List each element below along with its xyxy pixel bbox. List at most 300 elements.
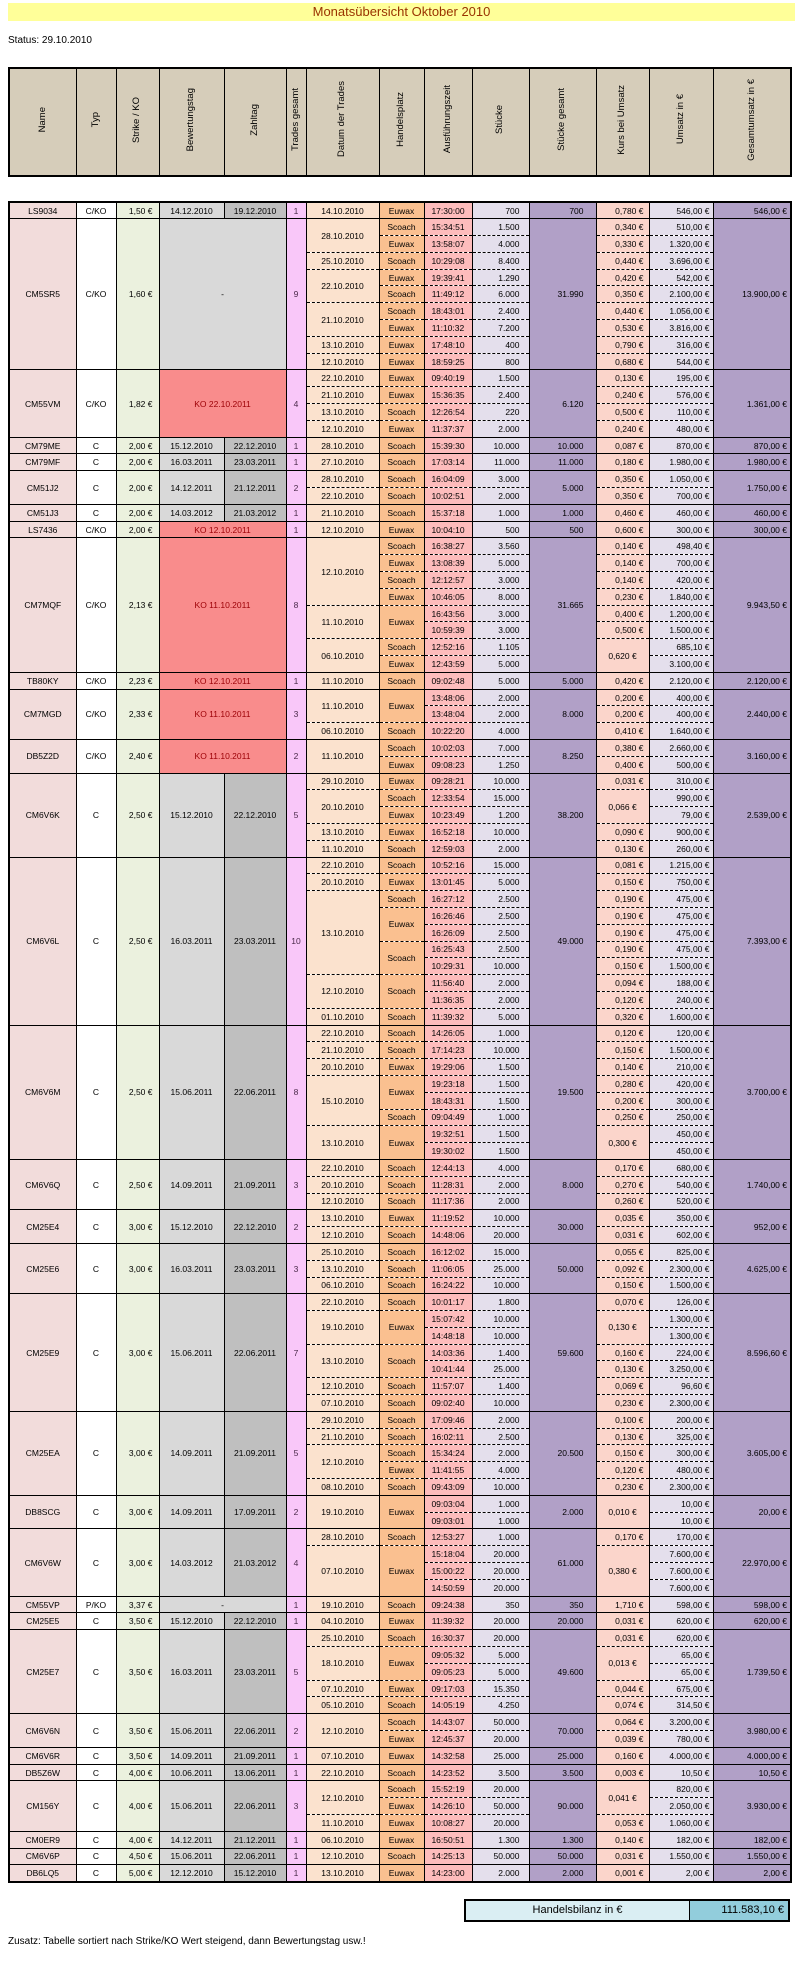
cell-zahltag: 15.12.2010 <box>224 1865 286 1882</box>
cell-gesamtumsatz: 1.739,50 € <box>713 1630 791 1714</box>
cell-stuecke: 1.400 <box>472 1344 529 1361</box>
cell-strike: 3,50 € <box>116 1613 159 1630</box>
cell-umsatz: 65,00 € <box>649 1647 713 1664</box>
cell-umsatz: 250,00 € <box>649 1109 713 1126</box>
cell-zeit: 15:07:42 <box>424 1311 472 1328</box>
cell-kurs: 0,140 € <box>596 1831 649 1848</box>
cell-gesamtumsatz: 870,00 € <box>713 437 791 454</box>
cell-stuecke: 10.000 <box>472 1395 529 1412</box>
cell-strike: 3,00 € <box>116 1411 159 1495</box>
cell-trades-gesamt: 1 <box>286 1848 306 1865</box>
trade-row <box>9 1159 791 1176</box>
cell-stuecke: 3.560 <box>472 538 529 555</box>
cell-stuecke: 2.000 <box>472 975 529 992</box>
cell-umsatz: 475,00 € <box>649 891 713 908</box>
column-header-row <box>9 68 791 176</box>
cell-zeit: 16:38:27 <box>424 538 472 555</box>
trade-row <box>9 1848 791 1865</box>
cell-kurs: 0,031 € <box>596 773 649 790</box>
cell-typ: C/KO <box>76 538 116 672</box>
cell-zeit: 16:30:37 <box>424 1630 472 1647</box>
cell-umsatz: 350,00 € <box>649 1210 713 1227</box>
cell-stuecke-gesamt: 19.500 <box>529 1025 596 1159</box>
trade-row <box>9 521 791 538</box>
cell-typ: C/KO <box>76 219 116 370</box>
trade-row <box>9 740 791 757</box>
cell-stuecke: 350 <box>472 1596 529 1613</box>
cell-zeit: 14:48:06 <box>424 1227 472 1244</box>
cell-name: CM79MF <box>9 454 76 471</box>
cell-name: DB5Z6W <box>9 1764 76 1781</box>
cell-stuecke: 6.000 <box>472 286 529 303</box>
cell-name: CM7MQF <box>9 538 76 672</box>
cell-kurs: 0,003 € <box>596 1764 649 1781</box>
cell-umsatz: 544,00 € <box>649 353 713 370</box>
cell-datum: 28.10.2010 <box>306 219 379 253</box>
cell-umsatz: 450,00 € <box>649 1126 713 1143</box>
col-header-label: Stücke <box>494 104 506 135</box>
cell-kurs: 0,270 € <box>596 1176 649 1193</box>
cell-typ: C <box>76 1831 116 1848</box>
cell-kurs: 0,031 € <box>596 1227 649 1244</box>
cell-handelsplatz: Euwax <box>379 1865 424 1882</box>
cell-stuecke: 8.400 <box>472 252 529 269</box>
cell-stuecke: 3.500 <box>472 1764 529 1781</box>
cell-bewertungstag: 15.06.2011 <box>159 1848 224 1865</box>
cell-stuecke: 10.000 <box>472 1311 529 1328</box>
cell-gesamtumsatz: 2.440,00 € <box>713 689 791 739</box>
cell-datum: 22.10.2010 <box>306 1159 379 1176</box>
cell-zeit: 16:43:56 <box>424 605 472 622</box>
cell-kurs: 0,013 € <box>596 1647 649 1681</box>
cell-datum: 14.10.2010 <box>306 202 379 219</box>
cell-handelsplatz: Scoach <box>379 1042 424 1059</box>
cell-stuecke: 7.200 <box>472 320 529 337</box>
cell-zahltag: 21.12.2011 <box>224 1831 286 1848</box>
cell-zeit: 16:52:18 <box>424 823 472 840</box>
cell-zeit: 12:44:13 <box>424 1159 472 1176</box>
cell-umsatz: 110,00 € <box>649 404 713 421</box>
cell-gesamtumsatz: 22.970,00 € <box>713 1529 791 1596</box>
cell-stuecke: 15.350 <box>472 1680 529 1697</box>
cell-kurs: 0,160 € <box>596 1747 649 1764</box>
cell-gesamtumsatz: 1.361,00 € <box>713 370 791 437</box>
cell-gesamtumsatz: 2.539,00 € <box>713 773 791 857</box>
cell-name: CM6V6P <box>9 1848 76 1865</box>
cell-stuecke: 20.000 <box>472 1563 529 1580</box>
cell-name: CM5SR5 <box>9 219 76 370</box>
cell-trades-gesamt: 1 <box>286 1747 306 1764</box>
cell-umsatz: 460,00 € <box>649 504 713 521</box>
cell-gesamtumsatz: 3.605,00 € <box>713 1411 791 1495</box>
cell-stuecke: 25.000 <box>472 1747 529 1764</box>
cell-stuecke: 1.290 <box>472 269 529 286</box>
cell-bewertungstag: 14.12.2010 <box>159 202 224 219</box>
cell-zeit: 14:03:36 <box>424 1344 472 1361</box>
cell-kurs: 0,680 € <box>596 353 649 370</box>
cell-typ: C <box>76 1714 116 1748</box>
cell-trades-gesamt: 1 <box>286 521 306 538</box>
cell-ko-date: KO 22.10.2011 <box>159 370 286 437</box>
cell-gesamtumsatz: 460,00 € <box>713 504 791 521</box>
cell-stuecke-gesamt: 49.600 <box>529 1630 596 1714</box>
col-header-label: Gesamtumsatz in € <box>745 78 757 161</box>
cell-zeit: 10:22:20 <box>424 723 472 740</box>
trade-row <box>9 1831 791 1848</box>
cell-stuecke: 20.000 <box>472 1579 529 1596</box>
cell-kurs: 0,240 € <box>596 387 649 404</box>
cell-umsatz: 314,50 € <box>649 1697 713 1714</box>
cell-zeit: 12:12:57 <box>424 572 472 589</box>
cell-gesamtumsatz: 598,00 € <box>713 1596 791 1613</box>
cell-umsatz: 120,00 € <box>649 1025 713 1042</box>
cell-name: CM55VM <box>9 370 76 437</box>
cell-zeit: 17:48:10 <box>424 336 472 353</box>
cell-kurs: 0,001 € <box>596 1865 649 1882</box>
cell-umsatz: 1.500,00 € <box>649 1042 713 1059</box>
cell-umsatz: 3.100,00 € <box>649 656 713 673</box>
cell-stuecke: 2.000 <box>472 1445 529 1462</box>
cell-kurs: 0,140 € <box>596 555 649 572</box>
cell-stuecke: 3.000 <box>472 622 529 639</box>
trades-table <box>8 201 792 1883</box>
cell-stuecke-gesamt: 31.990 <box>529 219 596 370</box>
cell-trades-gesamt: 1 <box>286 504 306 521</box>
cell-stuecke: 1.000 <box>472 1529 529 1546</box>
cell-strike: 2,40 € <box>116 740 159 774</box>
cell-zeit: 18:43:31 <box>424 1092 472 1109</box>
cell-kurs: 0,500 € <box>596 404 649 421</box>
cell-zeit: 14:32:58 <box>424 1747 472 1764</box>
cell-kurs: 0,780 € <box>596 202 649 219</box>
cell-handelsplatz: Euwax <box>379 269 424 286</box>
cell-kurs: 0,350 € <box>596 488 649 505</box>
cell-umsatz: 300,00 € <box>649 1092 713 1109</box>
cell-gesamtumsatz: 4.625,00 € <box>713 1243 791 1293</box>
cell-zeit: 10:52:16 <box>424 857 472 874</box>
cell-name: CM79ME <box>9 437 76 454</box>
cell-zeit: 13:08:39 <box>424 555 472 572</box>
cell-umsatz: 1.840,00 € <box>649 588 713 605</box>
cell-datum: 13.10.2010 <box>306 1126 379 1160</box>
cell-name: TB80KY <box>9 672 76 689</box>
cell-typ: C <box>76 1495 116 1529</box>
cell-kurs: 0,150 € <box>596 958 649 975</box>
cell-stuecke-gesamt: 30.000 <box>529 1210 596 1244</box>
cell-handelsplatz: Scoach <box>379 572 424 589</box>
cell-kurs: 0,600 € <box>596 521 649 538</box>
cell-bewertungstag: 14.09.2011 <box>159 1159 224 1209</box>
cell-ko-date: KO 12.10.2011 <box>159 672 286 689</box>
cell-trades-gesamt: 5 <box>286 773 306 857</box>
cell-handelsplatz: Euwax <box>379 1311 424 1345</box>
cell-umsatz: 316,00 € <box>649 336 713 353</box>
trade-row <box>9 1865 791 1882</box>
cell-kurs: 0,170 € <box>596 1529 649 1546</box>
cell-typ: C <box>76 1865 116 1882</box>
cell-stuecke: 10.000 <box>472 1210 529 1227</box>
cell-umsatz: 3.200,00 € <box>649 1714 713 1731</box>
cell-bewertungstag-zahltag-dash: - <box>159 219 286 370</box>
cell-umsatz: 2.300,00 € <box>649 1260 713 1277</box>
cell-strike: 3,50 € <box>116 1630 159 1714</box>
cell-handelsplatz: Scoach <box>379 790 424 807</box>
cell-kurs: 0,070 € <box>596 1294 649 1311</box>
cell-handelsplatz: Scoach <box>379 1193 424 1210</box>
cell-umsatz: 420,00 € <box>649 572 713 589</box>
col-header-label: Stücke gesamt <box>556 88 568 151</box>
trade-row <box>9 1714 791 1731</box>
cell-strike: 3,37 € <box>116 1596 159 1613</box>
cell-stuecke: 4.250 <box>472 1697 529 1714</box>
cell-zeit: 09:28:21 <box>424 773 472 790</box>
cell-handelsplatz: Scoach <box>379 437 424 454</box>
cell-gesamtumsatz: 1.750,00 € <box>713 471 791 505</box>
cell-handelsplatz: Scoach <box>379 1159 424 1176</box>
trade-row <box>9 1613 791 1630</box>
cell-strike: 4,00 € <box>116 1764 159 1781</box>
cell-zeit: 13:48:04 <box>424 706 472 723</box>
cell-stuecke-gesamt: 1.000 <box>529 504 596 521</box>
cell-gesamtumsatz: 3.700,00 € <box>713 1025 791 1159</box>
cell-kurs: 0,400 € <box>596 605 649 622</box>
cell-datum: 06.10.2010 <box>306 1277 379 1294</box>
cell-stuecke-gesamt: 50.000 <box>529 1848 596 1865</box>
cell-trades-gesamt: 1 <box>286 1764 306 1781</box>
cell-umsatz: 2.660,00 € <box>649 740 713 757</box>
cell-zeit: 13:01:45 <box>424 874 472 891</box>
cell-datum: 11.10.2010 <box>306 740 379 774</box>
cell-handelsplatz: Euwax <box>379 1680 424 1697</box>
cell-zeit: 17:03:14 <box>424 454 472 471</box>
cell-strike: 4,50 € <box>116 1848 159 1865</box>
cell-trades-gesamt: 7 <box>286 1294 306 1412</box>
cell-name: CM51J2 <box>9 471 76 505</box>
cell-typ: C <box>76 454 116 471</box>
cell-datum: 13.10.2010 <box>306 1210 379 1227</box>
cell-datum: 22.10.2010 <box>306 1025 379 1042</box>
cell-umsatz: 1.060,00 € <box>649 1815 713 1832</box>
cell-datum: 13.10.2010 <box>306 823 379 840</box>
cell-stuecke: 5.000 <box>472 555 529 572</box>
cell-umsatz: 2,00 € <box>649 1865 713 1882</box>
cell-datum: 12.10.2010 <box>306 521 379 538</box>
cell-datum: 07.10.2010 <box>306 1680 379 1697</box>
cell-strike: 2,00 € <box>116 454 159 471</box>
cell-umsatz: 195,00 € <box>649 370 713 387</box>
cell-kurs: 0,350 € <box>596 286 649 303</box>
trade-row <box>9 1747 791 1764</box>
cell-zahltag: 21.03.2012 <box>224 504 286 521</box>
cell-stuecke: 5.000 <box>472 672 529 689</box>
cell-umsatz: 170,00 € <box>649 1529 713 1546</box>
cell-handelsplatz: Euwax <box>379 1462 424 1479</box>
cell-handelsplatz: Scoach <box>379 1479 424 1496</box>
cell-gesamtumsatz: 300,00 € <box>713 521 791 538</box>
cell-stuecke: 2.000 <box>472 1176 529 1193</box>
cell-handelsplatz: Scoach <box>379 286 424 303</box>
cell-zeit: 10:01:17 <box>424 1294 472 1311</box>
cell-zeit: 19:30:02 <box>424 1143 472 1160</box>
cell-datum: 13.10.2010 <box>306 1260 379 1277</box>
cell-stuecke-gesamt: 5.000 <box>529 672 596 689</box>
cell-bewertungstag: 15.06.2011 <box>159 1714 224 1748</box>
col-header-label: Bewertungstag <box>185 87 197 152</box>
cell-zahltag: 21.12.2011 <box>224 471 286 505</box>
cell-zeit: 09:02:40 <box>424 1395 472 1412</box>
cell-kurs: 0,120 € <box>596 1025 649 1042</box>
cell-zeit: 14:25:13 <box>424 1848 472 1865</box>
cell-umsatz: 310,00 € <box>649 773 713 790</box>
cell-kurs: 0,230 € <box>596 1479 649 1496</box>
cell-umsatz: 65,00 € <box>649 1663 713 1680</box>
trades-table-body <box>9 202 791 1882</box>
cell-stuecke: 50.000 <box>472 1848 529 1865</box>
cell-datum: 21.10.2010 <box>306 504 379 521</box>
cell-handelsplatz: Scoach <box>379 1697 424 1714</box>
cell-stuecke: 4.000 <box>472 1462 529 1479</box>
cell-datum: 25.10.2010 <box>306 1243 379 1260</box>
cell-datum: 22.10.2010 <box>306 1294 379 1311</box>
cell-handelsplatz: Euwax <box>379 236 424 253</box>
cell-umsatz: 500,00 € <box>649 756 713 773</box>
cell-datum: 04.10.2010 <box>306 1613 379 1630</box>
cell-handelsplatz: Scoach <box>379 1411 424 1428</box>
cell-kurs: 0,140 € <box>596 1059 649 1076</box>
cell-stuecke: 15.000 <box>472 1243 529 1260</box>
cell-zeit: 13:48:06 <box>424 689 472 706</box>
col-header-label: Ausführungszeit <box>441 85 453 154</box>
cell-kurs: 0,260 € <box>596 1193 649 1210</box>
cell-umsatz: 224,00 € <box>649 1344 713 1361</box>
cell-zahltag: 23.03.2011 <box>224 857 286 1025</box>
cell-zeit: 09:17:03 <box>424 1680 472 1697</box>
cell-kurs: 0,031 € <box>596 1630 649 1647</box>
cell-typ: C <box>76 773 116 857</box>
cell-handelsplatz: Euwax <box>379 588 424 605</box>
cell-handelsplatz: Euwax <box>379 1815 424 1832</box>
cell-datum: 20.10.2010 <box>306 1176 379 1193</box>
cell-zeit: 10:02:03 <box>424 740 472 757</box>
cell-trades-gesamt: 1 <box>286 1596 306 1613</box>
cell-umsatz: 1.300,00 € <box>649 1327 713 1344</box>
cell-zeit: 14:23:52 <box>424 1764 472 1781</box>
cell-name: CM6V6L <box>9 857 76 1025</box>
cell-zeit: 11:57:07 <box>424 1378 472 1395</box>
cell-zeit: 09:24:38 <box>424 1596 472 1613</box>
col-header-2 <box>76 68 116 176</box>
cell-zeit: 11:19:52 <box>424 1210 472 1227</box>
cell-umsatz: 400,00 € <box>649 689 713 706</box>
cell-trades-gesamt: 2 <box>286 740 306 774</box>
cell-strike: 4,00 € <box>116 1781 159 1831</box>
cell-zahltag: 23.03.2011 <box>224 1630 286 1714</box>
cell-umsatz: 1.300,00 € <box>649 1311 713 1328</box>
cell-kurs: 0,064 € <box>596 1714 649 1731</box>
cell-typ: C <box>76 1764 116 1781</box>
cell-zeit: 11:36:35 <box>424 991 472 1008</box>
cell-gesamtumsatz: 3.160,00 € <box>713 740 791 774</box>
cell-stuecke: 220 <box>472 404 529 421</box>
cell-handelsplatz: Euwax <box>379 1210 424 1227</box>
cell-name: CM25E6 <box>9 1243 76 1293</box>
cell-zeit: 11:17:36 <box>424 1193 472 1210</box>
cell-stuecke: 800 <box>472 353 529 370</box>
cell-gesamtumsatz: 620,00 € <box>713 1613 791 1630</box>
cell-handelsplatz: Scoach <box>379 1848 424 1865</box>
cell-typ: P/KO <box>76 1596 116 1613</box>
cell-handelsplatz: Scoach <box>379 857 424 874</box>
cell-name: CM7MGD <box>9 689 76 739</box>
cell-stuecke-gesamt: 8.000 <box>529 1159 596 1209</box>
cell-datum: 22.10.2010 <box>306 488 379 505</box>
cell-handelsplatz: Euwax <box>379 370 424 387</box>
cell-zeit: 17:30:00 <box>424 202 472 219</box>
cell-umsatz: 1.050,00 € <box>649 471 713 488</box>
cell-handelsplatz: Scoach <box>379 723 424 740</box>
cell-umsatz: 1.500,00 € <box>649 622 713 639</box>
cell-stuecke-gesamt: 1.300 <box>529 1831 596 1848</box>
cell-handelsplatz: Euwax <box>379 823 424 840</box>
cell-handelsplatz: Euwax <box>379 387 424 404</box>
cell-bewertungstag: 10.06.2011 <box>159 1764 224 1781</box>
cell-zeit: 09:05:23 <box>424 1663 472 1680</box>
cell-handelsplatz: Scoach <box>379 504 424 521</box>
cell-zahltag: 21.09.2011 <box>224 1747 286 1764</box>
trade-row <box>9 1210 791 1227</box>
cell-kurs: 0,130 € <box>596 370 649 387</box>
page-title: Monatsübersicht Oktober 2010 <box>8 3 795 21</box>
cell-zeit: 11:06:05 <box>424 1260 472 1277</box>
cell-stuecke: 50.000 <box>472 1714 529 1731</box>
cell-umsatz: 300,00 € <box>649 1445 713 1462</box>
cell-kurs: 0,350 € <box>596 471 649 488</box>
cell-umsatz: 475,00 € <box>649 924 713 941</box>
cell-strike: 2,50 € <box>116 1025 159 1159</box>
col-header-3 <box>116 68 159 176</box>
cell-stuecke: 20.000 <box>472 1781 529 1798</box>
cell-zeit: 11:41:55 <box>424 1462 472 1479</box>
cell-kurs: 0,120 € <box>596 991 649 1008</box>
cell-stuecke: 2.500 <box>472 941 529 958</box>
cell-handelsplatz: Scoach <box>379 454 424 471</box>
cell-handelsplatz: Scoach <box>379 1260 424 1277</box>
trade-row <box>9 773 791 790</box>
cell-zeit: 11:39:32 <box>424 1008 472 1025</box>
cell-umsatz: 10,00 € <box>649 1512 713 1529</box>
cell-gesamtumsatz: 8.596,60 € <box>713 1294 791 1412</box>
cell-kurs: 0,240 € <box>596 420 649 437</box>
col-header-12 <box>596 68 649 176</box>
cell-stuecke: 1.000 <box>472 504 529 521</box>
cell-stuecke: 2.500 <box>472 924 529 941</box>
cell-name: CM6V6R <box>9 1747 76 1764</box>
cell-trades-gesamt: 2 <box>286 1495 306 1529</box>
cell-stuecke: 4.000 <box>472 236 529 253</box>
cell-typ: C/KO <box>76 672 116 689</box>
cell-kurs: 0,460 € <box>596 504 649 521</box>
cell-typ: C <box>76 471 116 505</box>
trade-row <box>9 1025 791 1042</box>
cell-kurs: 0,100 € <box>596 1411 649 1428</box>
cell-zeit: 10:04:10 <box>424 521 472 538</box>
cell-strike: 2,50 € <box>116 773 159 857</box>
cell-datum: 06.10.2010 <box>306 723 379 740</box>
cell-handelsplatz: Scoach <box>379 1630 424 1647</box>
trade-row <box>9 1294 791 1311</box>
cell-zeit: 12:26:54 <box>424 404 472 421</box>
cell-stuecke-gesamt: 700 <box>529 202 596 219</box>
